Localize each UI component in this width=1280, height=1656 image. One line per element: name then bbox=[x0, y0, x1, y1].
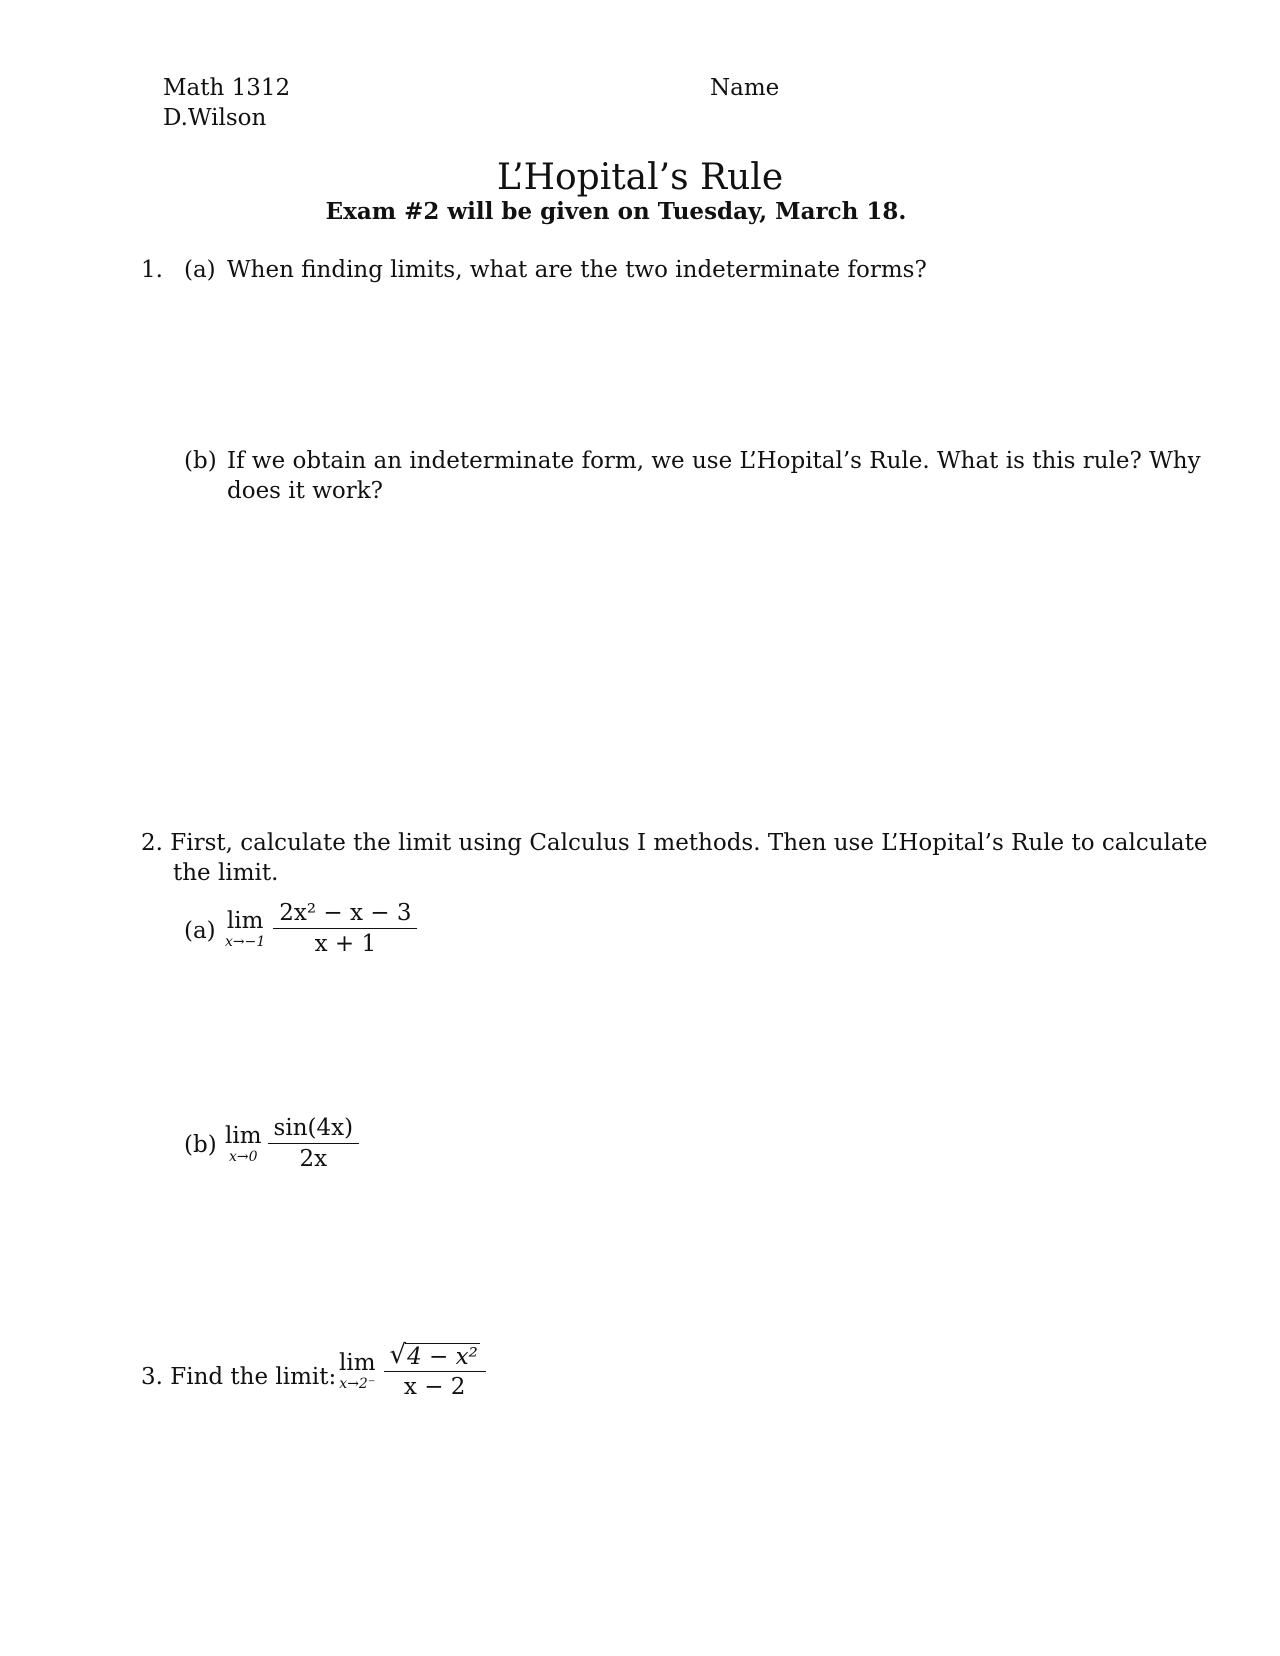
q2b-denominator: 2x bbox=[299, 1146, 328, 1172]
q3-numerator bbox=[384, 1340, 486, 1372]
q2a-limit bbox=[225, 908, 265, 950]
exam-notice: Exam #2 will be given on Tuesday, March 18. bbox=[325, 198, 907, 225]
q2b-label: (b) bbox=[184, 1132, 217, 1158]
sqrt-icon: √ bbox=[389, 1340, 407, 1370]
q2a-lim-text: lim bbox=[226, 907, 264, 934]
q3-lim-text: lim bbox=[339, 1350, 376, 1376]
q2b-lim-subscript: x→0 bbox=[228, 1148, 258, 1165]
q3-radicand: 4 − x² bbox=[407, 1344, 478, 1370]
q1b-label: (b) bbox=[184, 448, 217, 474]
q2a-label: (a) bbox=[184, 918, 216, 944]
q2-text-line1: 2. First, calculate the limit using Calculus I methods. Then use L’Hopital’s Rule to calculate bbox=[141, 830, 1208, 856]
q1b-text-line1: If we obtain an indeterminate form, we use L’Hopital’s Rule. What is this rule? Why bbox=[227, 448, 1201, 474]
q1-number: 1. bbox=[141, 257, 163, 283]
q2a-numerator: 2x² − x − 3 bbox=[273, 898, 417, 929]
q3-denominator: x − 2 bbox=[403, 1374, 466, 1400]
q3-limit bbox=[339, 1350, 376, 1392]
q2b-fraction bbox=[268, 1113, 360, 1174]
instructor-label: D.Wilson bbox=[163, 105, 267, 131]
name-label: Name bbox=[710, 75, 780, 101]
q2b-numerator: sin(4x) bbox=[268, 1113, 360, 1144]
course-label: Math 1312 bbox=[163, 75, 291, 101]
q2a-expression bbox=[225, 898, 417, 959]
q3-text: 3. Find the limit: bbox=[141, 1364, 337, 1390]
q3-expression bbox=[339, 1340, 486, 1402]
q1a-label: (a) bbox=[184, 257, 216, 283]
q2b-limit bbox=[225, 1123, 262, 1165]
q2b-lim-text: lim bbox=[225, 1122, 262, 1149]
q3-lim-subscript: x→2⁻ bbox=[339, 1376, 376, 1392]
q2a-denominator: x + 1 bbox=[314, 931, 377, 957]
q2a-fraction bbox=[273, 898, 417, 959]
q1a-text: When finding limits, what are the two indeterminate forms? bbox=[227, 257, 927, 283]
sqrt-symbol-wrap bbox=[390, 1340, 480, 1370]
q2-text-line2: the limit. bbox=[173, 860, 279, 886]
q1b-text-line2: does it work? bbox=[227, 478, 384, 504]
q2b-expression bbox=[225, 1113, 359, 1174]
q2a-lim-subscript: x→−1 bbox=[225, 933, 266, 950]
page-title: L’Hopital’s Rule bbox=[496, 157, 784, 198]
q3-fraction bbox=[384, 1340, 486, 1402]
